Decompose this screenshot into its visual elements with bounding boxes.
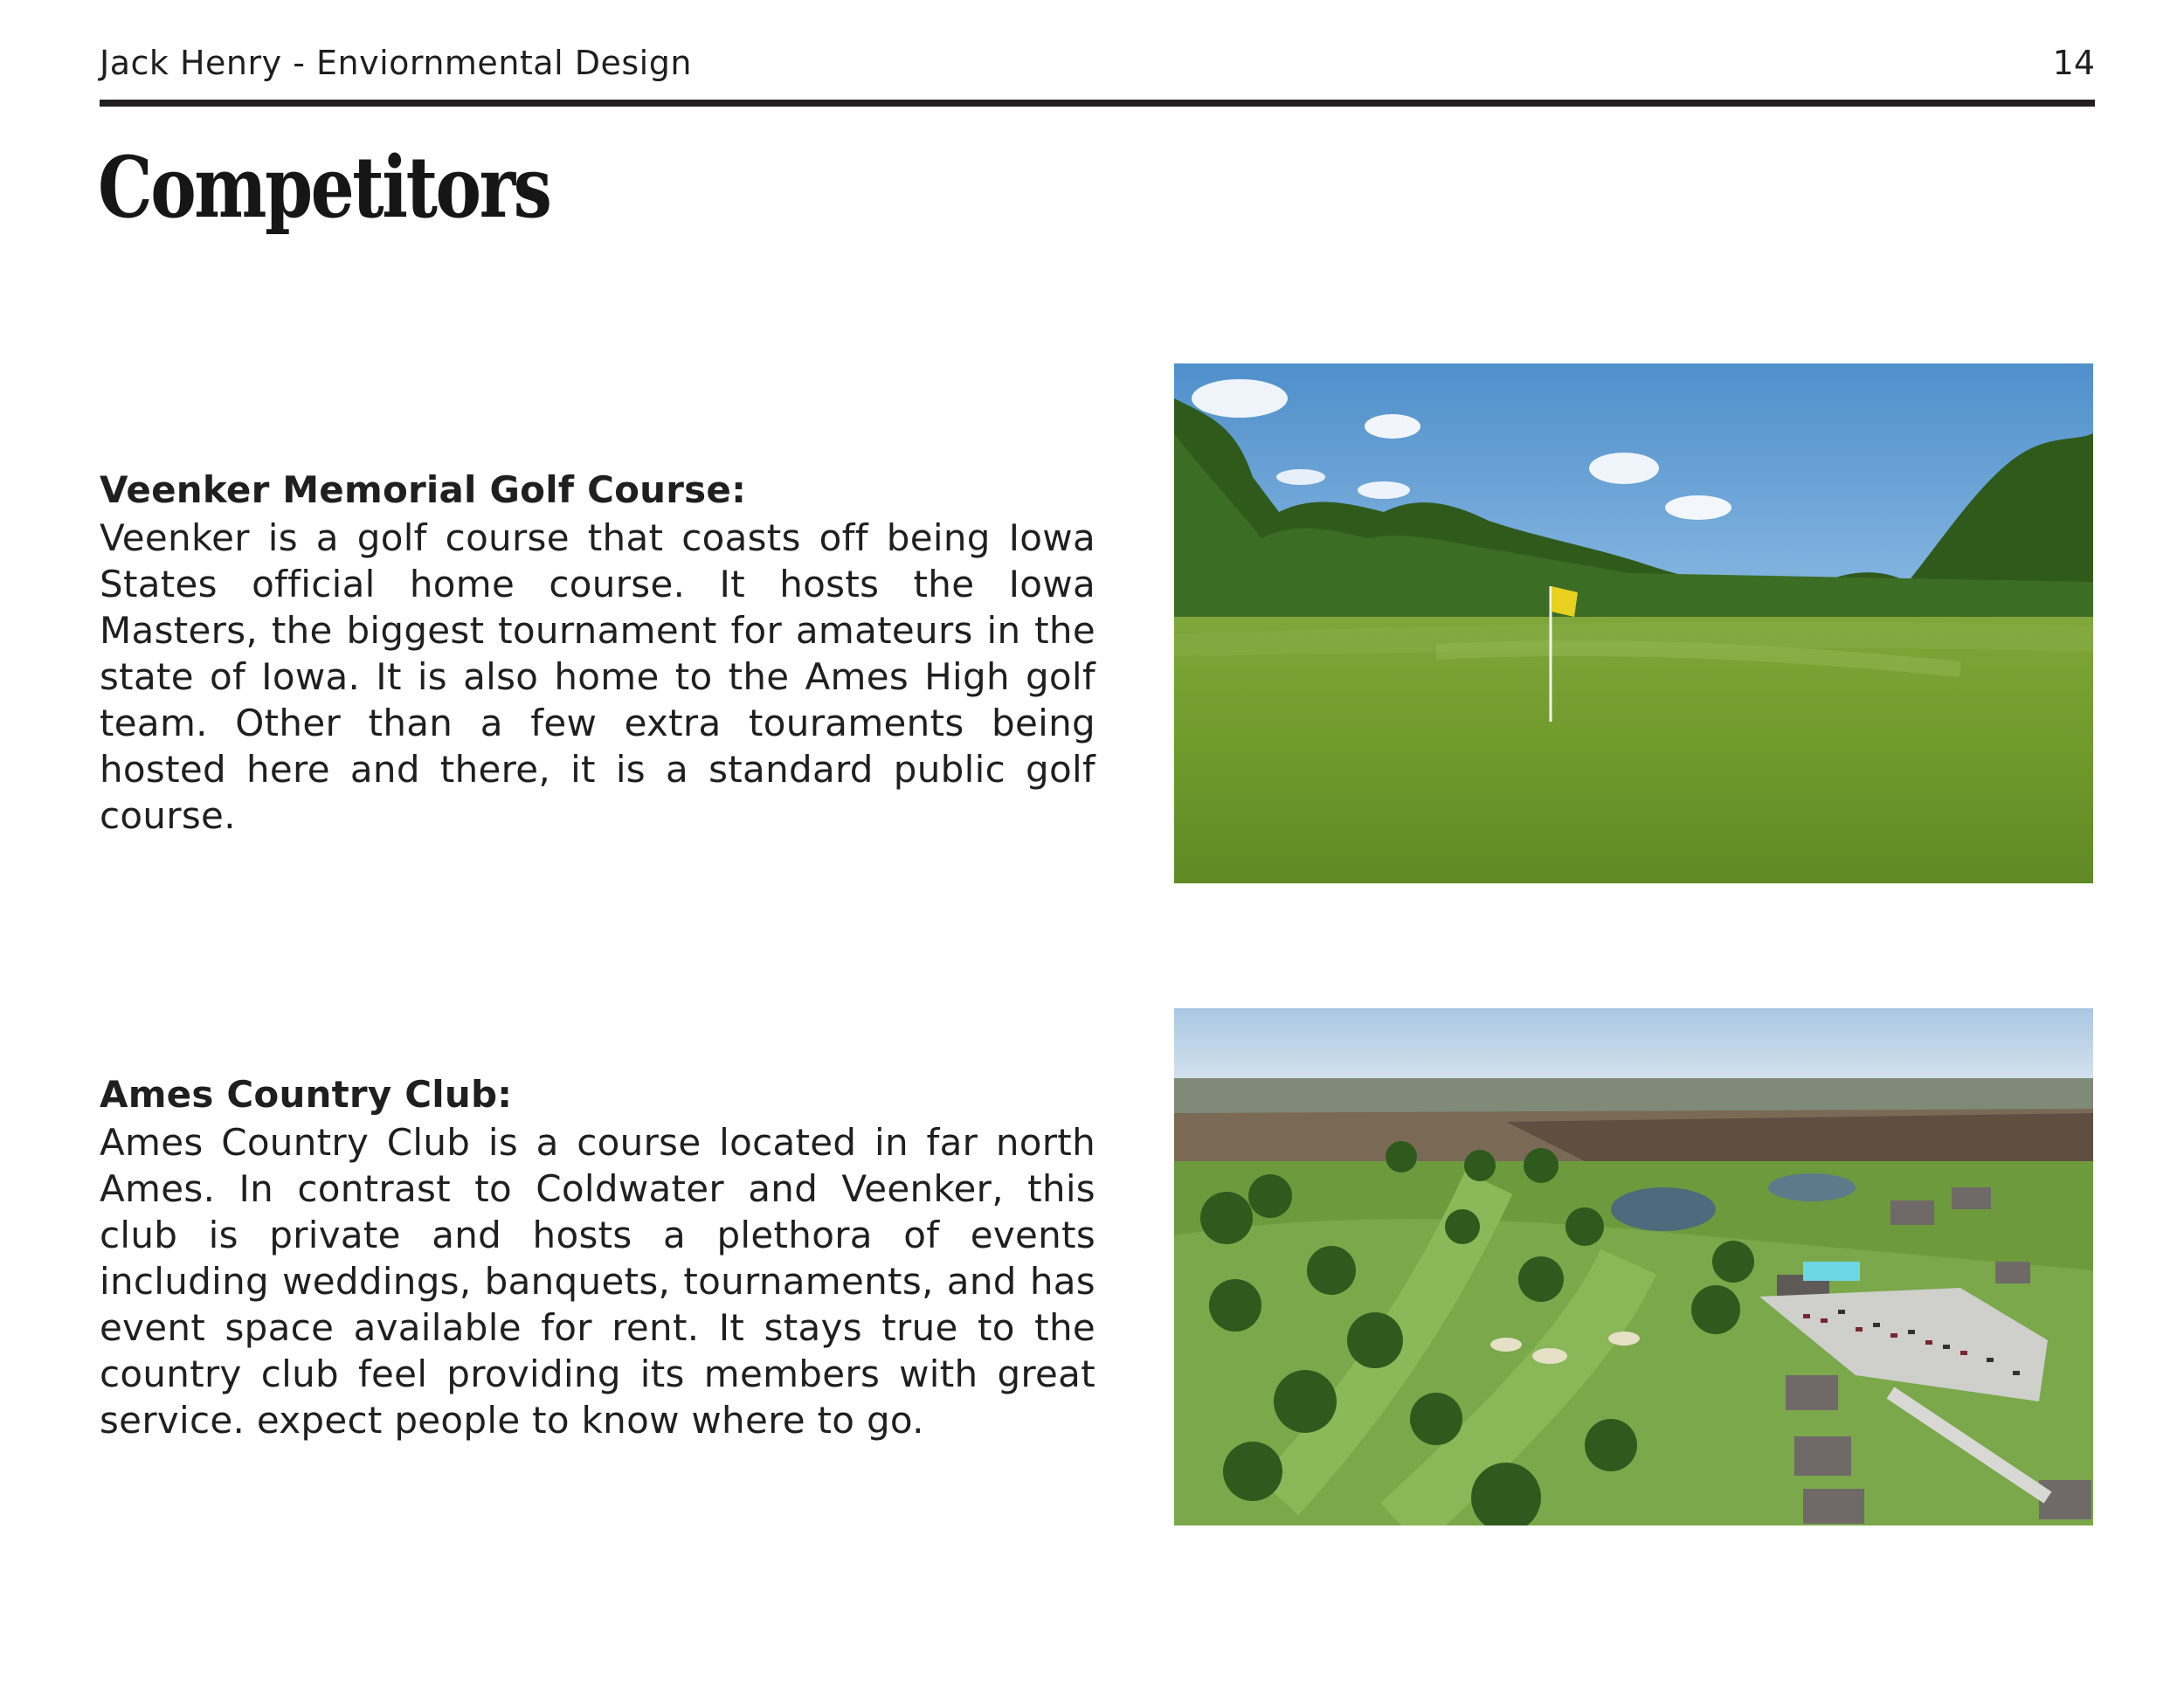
section-ames-country-club [100,1070,1095,1443]
aerial-course-image [1174,1008,2093,1525]
section-body: Veenker is a golf course that coasts off being Iowa States official home course. It hosts the Iowa Masters, the biggest tournament for amateurs in the state of Iowa. It is also home to the Ames High golf team. Other than a few extra touraments being hosted here and there, it is a standard public golf course. [100,516,1095,837]
page-number: 14 [2052,44,2095,82]
ames-country-club-aerial-photo [1174,1008,2093,1525]
section-heading: Veenker Memorial Golf Course: [100,468,747,511]
section-heading: Ames Country Club: [100,1073,513,1116]
golf-green-image [1174,363,2093,883]
section-veenker [100,466,1095,839]
section-body: Ames Country Club is a course located in far north Ames. In contrast to Coldwater and Veenker, this club is private and hosts a plethora of events including weddings, banquets, tournaments, and has event space available for rent. It stays true to the country club feel providing its members with great service. expect people to know where to go. [100,1121,1095,1442]
header-author-title: Jack Henry - Enviornmental Design [100,44,692,82]
header-divider [100,100,2095,107]
page-title: Competitors [98,138,550,237]
veenker-golf-course-photo [1174,363,2093,883]
